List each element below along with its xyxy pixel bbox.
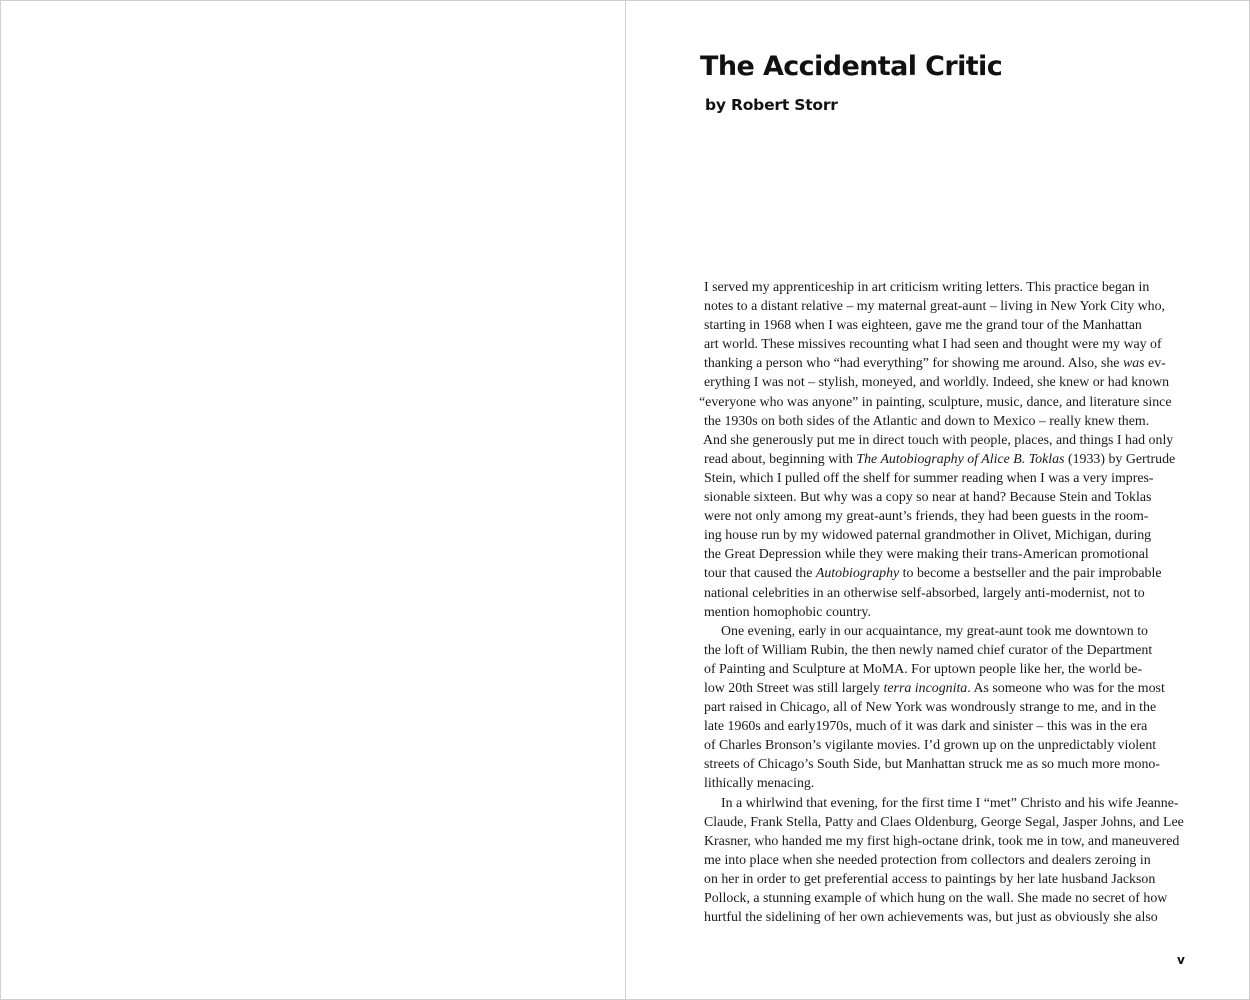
- body-line: me into place when she needed protection from collectors and dealers zeroing in: [704, 852, 1151, 868]
- body-line: the loft of William Rubin, the then newly named chief curator of the Department: [704, 642, 1153, 658]
- italic-phrase: terra incognita: [883, 680, 968, 696]
- body-line: national celebrities in an otherwise self-absorbed, largely anti-modernist, not to: [704, 585, 1145, 601]
- body-line: ing house run by my widowed paternal grandmother in Olivet, Michigan, during: [704, 528, 1152, 544]
- italic-phrase: Autobiography: [815, 566, 900, 582]
- body-line: of Painting and Sculpture at MoMA. For uptown people like her, the world be-: [704, 661, 1143, 677]
- body-line: of Charles Bronson’s vigilante movies. I’d grown up on the unpredictably violent: [704, 738, 1157, 754]
- body-line: I served my apprenticeship in art criticism writing letters. This practice began in: [704, 280, 1150, 295]
- body-line: the 1930s on both sides of the Atlantic and down to Mexico – really knew them.: [704, 413, 1150, 429]
- body-line: And she generously put me in direct touch with people, places, and things I had only: [703, 432, 1174, 448]
- body-line: the Great Depression while they were making their trans-American promotional: [704, 547, 1149, 563]
- author-byline: by Robert Storr: [705, 96, 838, 114]
- body-line: One evening, early in our acquaintance, my great-aunt took me downtown to: [721, 623, 1149, 639]
- body-line: read about, beginning with The Autobiography of Alice B. Toklas (1933) by Gertrude: [704, 451, 1176, 467]
- body-line: starting in 1968 when I was eighteen, gave me the grand tour of the Manhattan: [704, 318, 1142, 334]
- body-line: tour that caused the Autobiography to become a bestseller and the pair improbable: [704, 566, 1162, 582]
- body-line: thanking a person who “had everything” for showing me around. Also, she was ev-: [704, 356, 1166, 372]
- body-line: “everyone who was anyone” in painting, sculpture, music, dance, and literature since: [699, 394, 1172, 410]
- left-page-blank: [1, 1, 625, 999]
- italic-phrase: The Autobiography of Alice B. Toklas: [856, 451, 1065, 467]
- body-line: on her in order to get preferential access to paintings by her late husband Jackson: [704, 871, 1156, 887]
- body-line: erything I was not – stylish, moneyed, and worldly. Indeed, she knew or had known: [704, 375, 1170, 391]
- body-line: lithically menacing.: [704, 776, 815, 792]
- body-line: Stein, which I pulled off the shelf for summer reading when I was a very impres-: [704, 470, 1154, 486]
- page-number: v: [1177, 953, 1185, 967]
- body-line: In a whirlwind that evening, for the first time I “met” Christo and his wife Jeanne-: [721, 795, 1179, 811]
- body-line: Pollock, a stunning example of which hung on the wall. She made no secret of how: [704, 891, 1168, 906]
- body-line: streets of Chicago’s South Side, but Manhattan struck me as so much more mono-: [704, 757, 1161, 773]
- body-line: part raised in Chicago, all of New York was wondrously strange to me, and in the: [704, 700, 1157, 716]
- right-page: [626, 1, 1249, 999]
- body-line: were not only among my great-aunt’s friends, they had been guests in the room-: [704, 509, 1149, 525]
- body-line: sionable sixteen. But why was a copy so near at hand? Because Stein and Toklas: [704, 490, 1152, 506]
- body-line: art world. These missives recounting what I had seen and thought were my way of: [704, 337, 1162, 353]
- body-line: mention homophobic country.: [704, 604, 871, 620]
- italic-word: was: [1122, 356, 1145, 372]
- essay-body: [699, 278, 1214, 927]
- body-line: low 20th Street was still largely terra incognita. As someone who was for the most: [704, 680, 1165, 696]
- body-line: notes to a distant relative – my maternal great-aunt – living in New York City who,: [704, 299, 1166, 315]
- body-line: Krasner, who handed me my first high-octane drink, took me in tow, and maneuvered: [704, 833, 1180, 849]
- body-line: hurtful the sidelining of her own achievements was, but just as obviously she also: [704, 910, 1158, 926]
- essay-title: The Accidental Critic: [700, 51, 1003, 82]
- body-line: Claude, Frank Stella, Patty and Claes Oldenburg, George Segal, Jasper Johns, and Lee: [704, 814, 1184, 830]
- body-line: late 1960s and early1970s, much of it was dark and sinister – this was in the era: [704, 719, 1148, 735]
